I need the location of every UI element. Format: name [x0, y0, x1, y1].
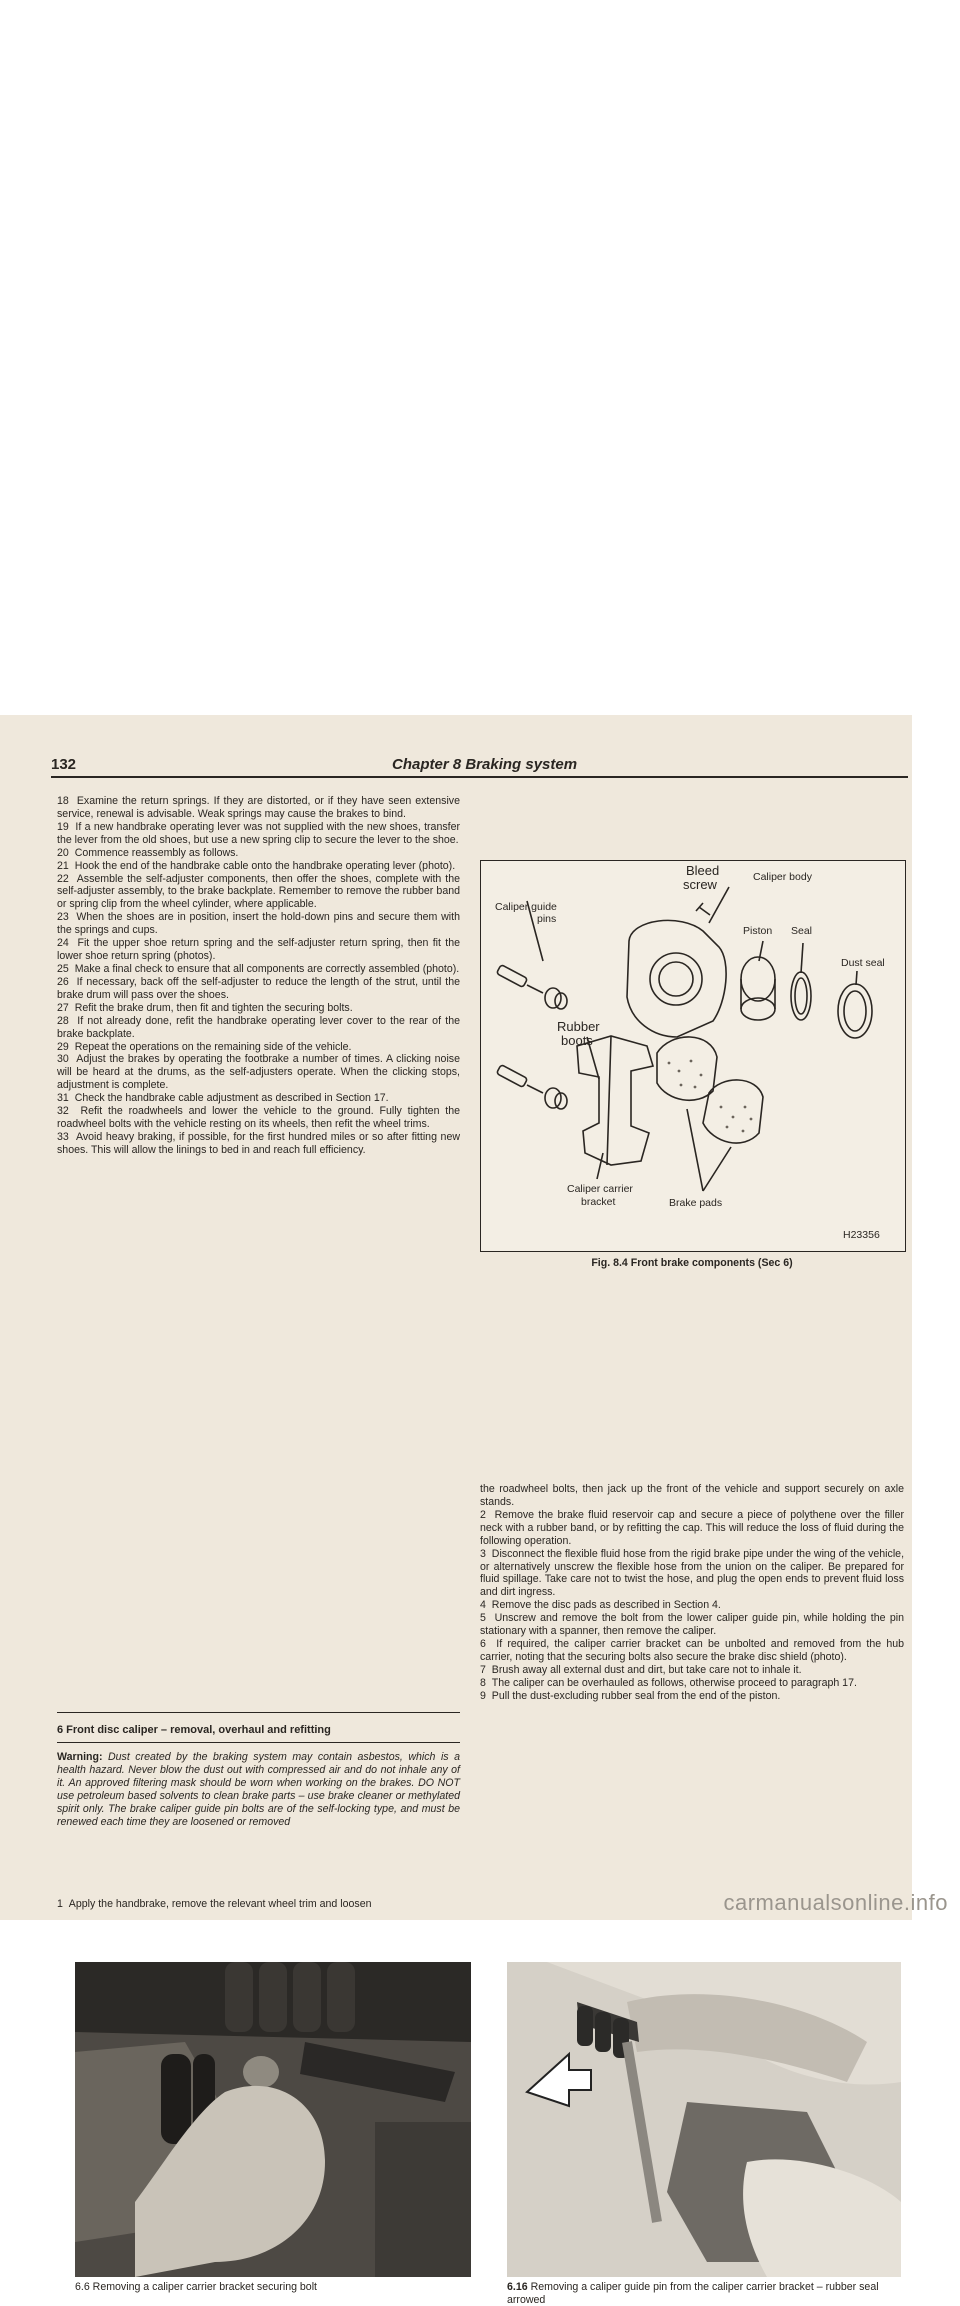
- photo-guide-pin-removal: [507, 1962, 901, 2277]
- page-number: 132: [51, 756, 77, 773]
- paragraph: 20 Commence reassembly as follows.: [57, 846, 239, 859]
- section-rule-bottom: [57, 1742, 460, 1743]
- paragraph: 23 When the shoes are in position, insert the hold-down pins and secure them with the springs and cups.: [57, 911, 460, 937]
- paragraph: 24 Fit the upper shoe return spring and the self-adjuster return spring, then fit the lower shoe return spring (photos).: [57, 937, 461, 963]
- paragraph: 31 Check the handbrake cable adjustment as described in Section 17.: [57, 1092, 389, 1105]
- section-title: 6 Front disc caliper – removal, overhaul and refitting: [57, 1724, 331, 1736]
- label-seal: Seal: [791, 925, 813, 937]
- paragraph: 4 Remove the disc pads as described in Section 4.: [480, 1599, 721, 1612]
- paragraph: 18 Examine the return springs. If they are distorted, or if they have seen extensive service, renewal is advisable. Weak springs may cause the brakes to bind.: [57, 795, 461, 820]
- paragraph: 8 The caliper can be overhauled as follows, otherwise proceed to paragraph 17.: [480, 1676, 857, 1689]
- photo-left-drawing: [75, 1962, 471, 2277]
- figure-caption: Fig. 8.4 Front brake components (Sec 6): [591, 1257, 793, 1269]
- photo-caliper-bracket-bolt: [75, 1962, 471, 2277]
- paragraph: 21 Hook the end of the handbrake cable onto the handbrake operating lever (photo).: [57, 859, 456, 872]
- label-brake-pads: Brake pads: [669, 1197, 723, 1209]
- label-piston: Piston: [743, 925, 773, 937]
- paragraph: 9 Pull the dust-excluding rubber seal from the end of the piston.: [480, 1689, 781, 1702]
- label-screw: screw: [683, 877, 717, 892]
- label-caliper-body: Caliper body: [753, 871, 812, 883]
- photo-right-drawing: [507, 1962, 901, 2277]
- left-column-text: [57, 795, 460, 1157]
- paragraph: the roadwheel bolts, then jack up the front of the vehicle and support securely on axle stands.: [480, 1483, 904, 1508]
- manual-page: [0, 715, 912, 2306]
- label-boots: boots: [561, 1033, 593, 1048]
- paragraph: 1 Apply the handbrake, remove the relevant wheel trim and loosen: [57, 1898, 372, 1910]
- paragraph: 26 If necessary, back off the self-adjuster to reduce the length of the strut, until the brake drum will pass over the shoes.: [57, 975, 461, 1001]
- paragraph: 2 Remove the brake fluid reservoir cap and secure a piece of polythene over the filler neck with a rubber band, or by refitting the cap. This will reduce the loss of fluid during the following operation.: [480, 1508, 904, 1547]
- paragraph: 28 If not already done, refit the handbrake operating lever cover to the rear of the brake backplate.: [57, 1014, 460, 1040]
- warning-label: Warning:: [57, 1751, 103, 1763]
- label-bleed: Bleed: [686, 863, 720, 878]
- label-bracket: bracket: [581, 1196, 616, 1208]
- section-rule-top: [57, 1712, 460, 1713]
- paragraph: 22 Assemble the self-adjuster components, then offer the shoes, complete with the self-adjuster assembly, to the brake backplate. Remember to remove the rubber band or spring clip from the wheel cylinder, where applicable.: [57, 872, 460, 911]
- warning-text: Warning: Dust created by the braking system may contain asbestos, which is a health hazard. Never blow the dust out with compressed air and do not inhale any of it. An approved filtering mask should be worn when working on the brakes. DO NOT use petroleum based solvents to clean brake parts – use brake cleaner or methylated spirit only. The brake caliper guide pin bolts are of the self-locking type, and must be renewed each time they are loosened or removed: [57, 1751, 460, 1828]
- page-header: [0, 715, 912, 775]
- label-pins: pins: [537, 913, 557, 925]
- paragraph: 7 Brush away all external dust and dirt, but take care not to inhale it.: [480, 1663, 802, 1676]
- paragraph: 29 Repeat the operations on the remaining side of the vehicle.: [57, 1040, 352, 1053]
- chapter-title: Chapter 8 Braking system: [392, 756, 578, 773]
- photo-caption-right: 6.16 Removing a caliper guide pin from the caliper carrier bracket – rubber seal arrowed: [507, 2281, 879, 2306]
- label-caliper-carrier: Caliper carrier: [567, 1183, 633, 1195]
- paragraph: 5 Unscrew and remove the bolt from the lower caliper guide pin, while holding the pin stationary with a spanner, then remove the caliper.: [480, 1612, 904, 1638]
- photo-caption-left: 6.6 Removing a caliper carrier bracket securing bolt: [75, 2281, 318, 2293]
- paragraph: 30 Adjust the brakes by operating the footbrake a number of times. A clicking noise will be heard at the drums, as the self-adjusters operate. When the clicking stops, adjustment is complete.: [57, 1053, 460, 1092]
- paragraph: 33 Avoid heavy braking, if possible, for the first hundred miles or so after fitting new shoes. This will allow the linings to bed in and reach full efficiency.: [57, 1130, 460, 1156]
- header-rule: [51, 776, 908, 778]
- paragraph: 3 Disconnect the flexible fluid hose from the rigid brake pipe under the wing of the vehicle, or alternatively unscrew the flexible hose from the union on the caliper. Be prepared for fluid spillage. Take care not to twist the hose, and plug the open ends to prevent fluid loss and dirt ingress.: [480, 1547, 905, 1599]
- watermark: carmanualsonline.info: [723, 1890, 948, 1915]
- paragraph: 6 If required, the caliper carrier bracket can be unbolted and removed from the hub carrier, noting that the securing bolts also secure the brake disc shield (photo).: [480, 1638, 904, 1663]
- figure-code: H23356: [843, 1229, 880, 1241]
- right-column-text: [480, 1483, 904, 1703]
- paragraph: 25 Make a final check to ensure that all components are correctly assembled (photo).: [57, 962, 460, 975]
- front-brake-components-figure: [480, 860, 906, 1252]
- label-caliper-guide: Caliper guide: [495, 901, 557, 913]
- label-dust-seal: Dust seal: [841, 957, 885, 969]
- paragraph: 27 Refit the brake drum, then fit and tighten the securing bolts.: [57, 1001, 353, 1014]
- label-rubber: Rubber: [557, 1019, 600, 1034]
- paragraph: 32 Refit the roadwheels and lower the vehicle to the ground. Fully tighten the roadwheel bolts with the vehicle resting on its wheels, then refit the wheel trims.: [57, 1105, 461, 1131]
- paragraph: 19 If a new handbrake operating lever was not supplied with the new shoes, transfer the lever from the old shoes, but use a new spring clip to secure the lever to the shoe.: [57, 820, 460, 846]
